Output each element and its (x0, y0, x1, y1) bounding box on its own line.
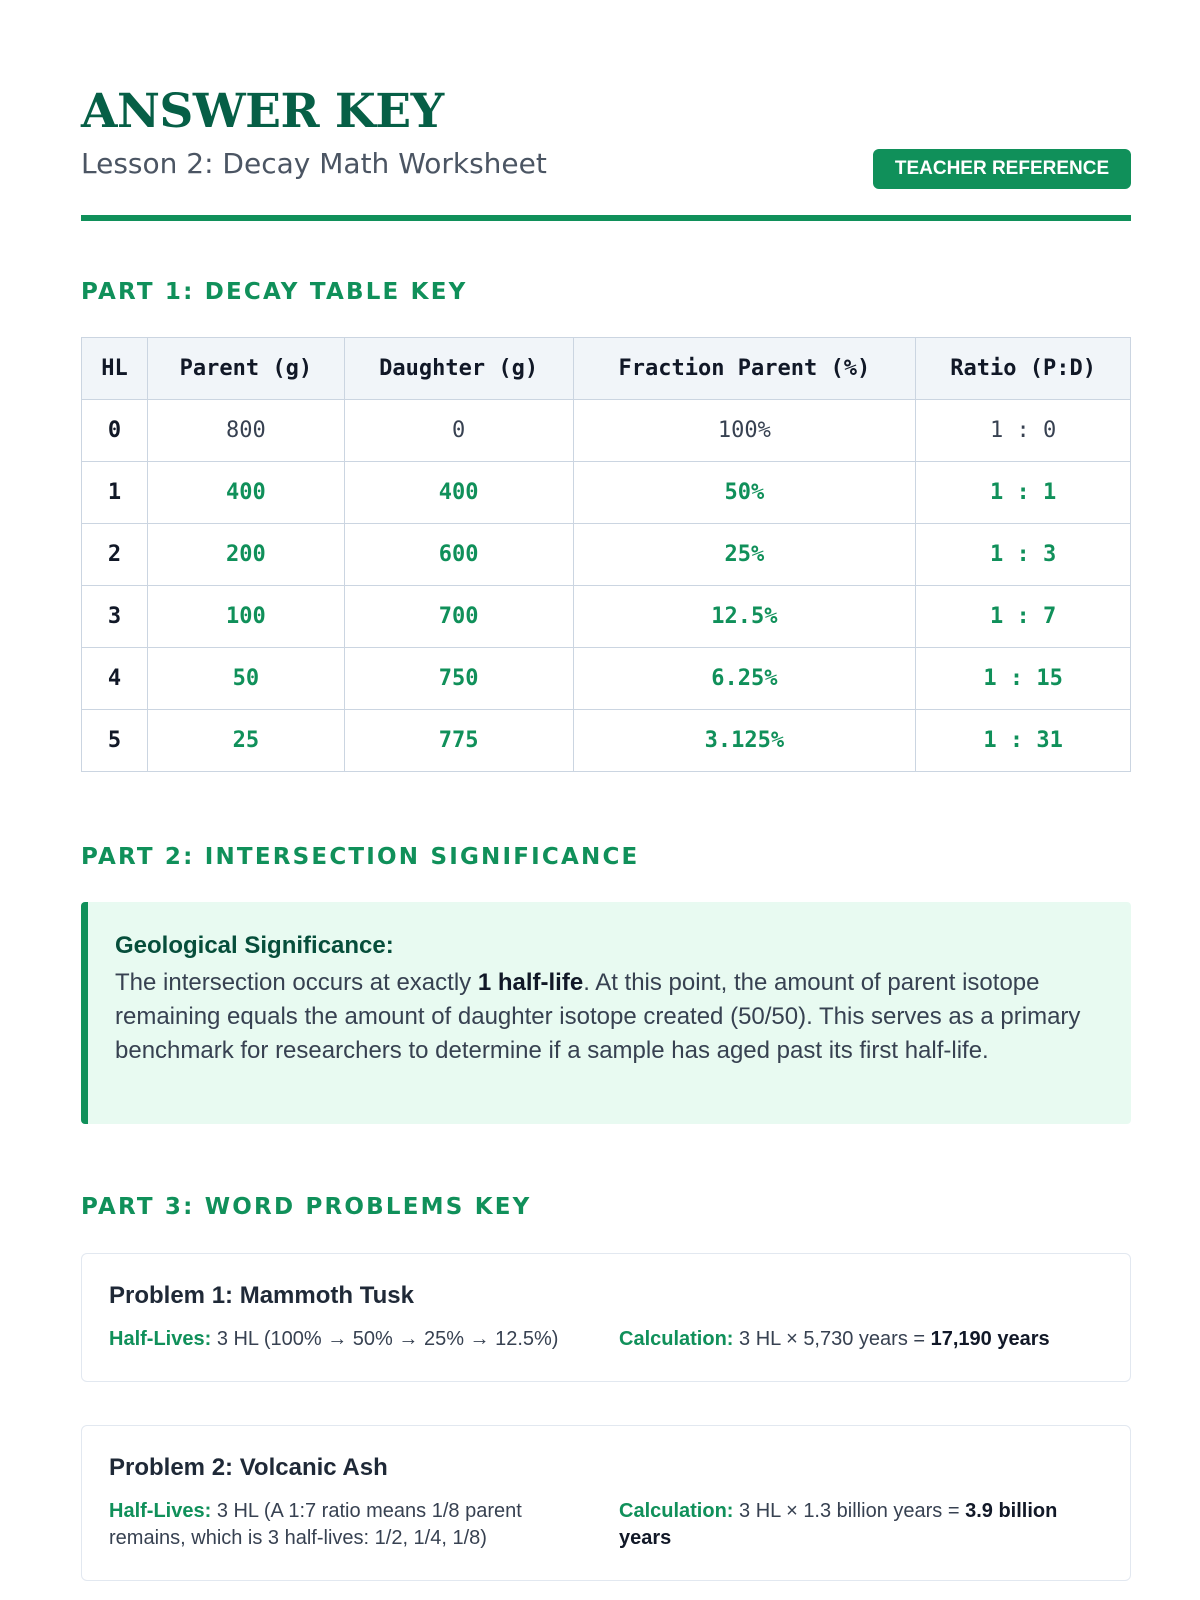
table-row (82, 648, 1131, 710)
table-row (82, 524, 1131, 586)
cell-hl: 1 (82, 462, 148, 524)
cell-hl: 5 (82, 710, 148, 772)
cell-hl: 3 (82, 586, 148, 648)
cell-fraction: 6.25% (573, 648, 916, 710)
calculation-label: Calculation: (619, 1500, 734, 1522)
cell-daughter: 600 (344, 524, 573, 586)
page-subtitle: Lesson 2: Decay Math Worksheet (81, 147, 547, 180)
column-header-parent: Parent (g) (147, 338, 344, 400)
half-lives-value: 3 HL (A 1:7 ratio means 1/8 parent remains, which is 3 half-lives: 1/2, 1/4, 1/8) (109, 1500, 522, 1549)
calculation-result: 17,190 years (930, 1328, 1050, 1350)
part2-heading: PART 2: INTERSECTION SIGNIFICANCE (81, 844, 640, 870)
cell-ratio: 1 : 7 (916, 586, 1131, 648)
teacher-reference-badge: TEACHER REFERENCE (873, 149, 1131, 189)
cell-parent: 400 (147, 462, 344, 524)
column-header-daughter: Daughter (g) (344, 338, 573, 400)
half-lives-answer (109, 1498, 619, 1552)
table-header-row (82, 338, 1131, 400)
cell-ratio: 1 : 0 (916, 400, 1131, 462)
table-row (82, 710, 1131, 772)
geological-significance-callout (81, 902, 1131, 1124)
column-header-fraction: Fraction Parent (%) (573, 338, 916, 400)
calculation-answer (619, 1326, 1099, 1353)
cell-ratio: 1 : 1 (916, 462, 1131, 524)
calculation-value: 3 HL × 5,730 years = (739, 1328, 931, 1350)
column-header-ratio: Ratio (P:D) (916, 338, 1131, 400)
cell-hl: 4 (82, 648, 148, 710)
cell-ratio: 1 : 3 (916, 524, 1131, 586)
cell-ratio: 1 : 31 (916, 710, 1131, 772)
cell-parent: 50 (147, 648, 344, 710)
half-lives-value: 3 HL (100% → 50% → 25% → 12.5%) (216, 1328, 559, 1350)
calculation-label: Calculation: (619, 1328, 734, 1350)
problem-card (81, 1425, 1131, 1581)
callout-text-start: The intersection occurs at exactly (115, 969, 478, 996)
calculation-value: 3 HL × 1.3 billion years = (739, 1500, 966, 1522)
cell-daughter: 400 (344, 462, 573, 524)
callout-text-end: . At this point, the amount of parent isotope remaining equals the amount of daughter isotope created (50/50). This serves as a primary benchmark for researchers to determine if a sample has aged past its first half-life. (115, 969, 1081, 1064)
problem-answer-row (109, 1326, 1103, 1353)
part1-heading: PART 1: DECAY TABLE KEY (81, 279, 468, 305)
decay-table (81, 337, 1131, 772)
table-row (82, 462, 1131, 524)
callout-emphasis: 1 half-life (477, 969, 584, 996)
cell-daughter: 0 (344, 400, 573, 462)
cell-parent: 200 (147, 524, 344, 586)
callout-body (115, 966, 1097, 1068)
cell-daughter: 700 (344, 586, 573, 648)
problem-card (81, 1253, 1131, 1382)
cell-fraction: 25% (573, 524, 916, 586)
cell-fraction: 50% (573, 462, 916, 524)
cell-fraction: 3.125% (573, 710, 916, 772)
table-row (82, 400, 1131, 462)
cell-hl: 2 (82, 524, 148, 586)
cell-parent: 100 (147, 586, 344, 648)
problem-title: Problem 1: Mammoth Tusk (109, 1282, 414, 1309)
header-divider (81, 215, 1131, 221)
half-lives-label: Half-Lives: (109, 1328, 212, 1350)
half-lives-answer (109, 1326, 619, 1353)
column-header-hl: HL (82, 338, 148, 400)
half-lives-label: Half-Lives: (109, 1500, 212, 1522)
problem-title: Problem 2: Volcanic Ash (109, 1454, 388, 1481)
cell-fraction: 12.5% (573, 586, 916, 648)
cell-parent: 800 (147, 400, 344, 462)
cell-hl: 0 (82, 400, 148, 462)
calculation-result: 3.9 billion years (619, 1500, 1058, 1549)
calculation-answer (619, 1498, 1099, 1552)
cell-daughter: 750 (344, 648, 573, 710)
problem-answer-row (109, 1498, 1103, 1552)
page-title: ANSWER KEY (81, 84, 444, 139)
cell-fraction: 100% (573, 400, 916, 462)
callout-title: Geological Significance: (115, 932, 394, 959)
part3-heading: PART 3: WORD PROBLEMS KEY (81, 1194, 532, 1220)
table-row (82, 586, 1131, 648)
cell-ratio: 1 : 15 (916, 648, 1131, 710)
cell-daughter: 775 (344, 710, 573, 772)
cell-parent: 25 (147, 710, 344, 772)
